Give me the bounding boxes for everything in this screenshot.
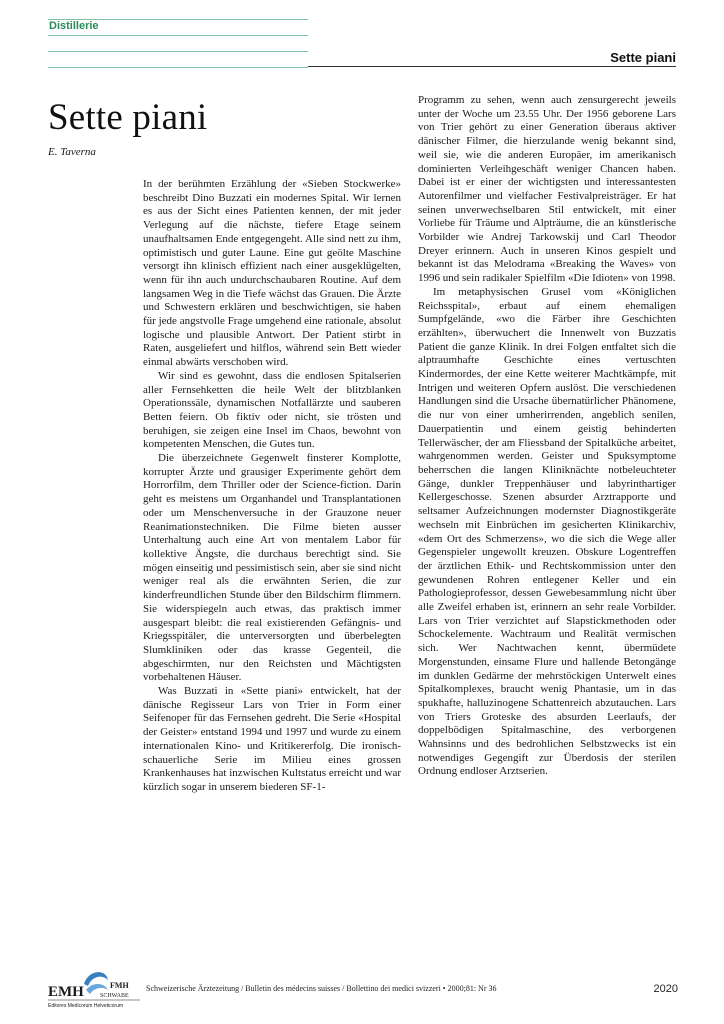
- section-label: Distillerie: [49, 20, 99, 32]
- right-column: [418, 94, 676, 779]
- page-number: 2020: [653, 983, 678, 995]
- svg-text:Editores Medicorum Helveticoru: Editores Medicorum Helveticorum: [48, 1003, 124, 1009]
- left-column: [143, 178, 401, 795]
- journal-line: Schweizerische Ärztezeitung / Bulletin des médecins suisses / Bollettino dei medici svizzeri • 2000;81: Nr 36: [146, 984, 497, 993]
- paragraph: In der berühmten Erzählung der «Sieben Stockwerke» beschreibt Dino Buzzati ein modernes Spital. Wir lernen es aus der Sicht eines Patienten kennen, der mit jeder Verlegung auf die nächste, tiefere Etage seinem unaufhaltsamen Ende entgegengeht. Alle sind nett zu ihm, optimistisch und guter Laune. Eine gut geölte Maschine versorgt ihn klinisch effizient nach einer ausgeklügelten, wenn für ihn auch undurchschaubaren Routine. Auf dem langsamen Weg in die Tiefe wächst das Grauen. Die Ärzte und Schwestern erklären und beschwichtigen, sie haben für jede angstvolle Frage umgehend eine rationale, absolut logische und plausible Antwort. Der Patient stirbt in Raten, ausgeliefert und hilflos, während sein Bett wieder einmal abwärts verschoben wird.: [143, 178, 401, 369]
- svg-text:SCHWABE: SCHWABE: [100, 993, 129, 999]
- emh-logo: [48, 964, 140, 1010]
- svg-text:EMH: EMH: [48, 984, 84, 1000]
- running-title: Sette piani: [610, 50, 676, 65]
- svg-text:FMH: FMH: [110, 981, 129, 990]
- article-title: Sette piani: [48, 97, 208, 138]
- paragraph: Im metaphysischen Grusel vom «Königlichen Reichsspital», erbaut auf einem ehemaligen Sumpfgelände, «wo die Färber ihre Geschichten erzählten», überwuchert die Innenwelt von Buzzatis Patient die ganze Klinik. In drei Folgen entfaltet sich die alptraumhafte Geschichte eines vertuschten Kindermordes, der eine Kette weiterer Machtkämpfe, mit Intrigen und weiteren Opfern auslöst. Die verschiedenen Handlungen sind die Ursache übernatürlicher Phänomene, die nur von einer umherirrenden, angeblich senilen, Dauerpatientin und einem geistig behinderten Tellerwäscher, der am Fliessband der Spitalküche arbeitet, wahrgenommen werden. Geister und Spuksymptome beherrschen die langen Kliniknächte notbeleuchteter Gänge, dunkler Treppenhäuser und labyrinthartiger Kellergeschosse. Szenen absurder Arztrapporte und seltsamer Aufzeichnungen modernster Diagnostikgeräte wechseln mit Einbrüchen im gesicherten Klinikarchiv, «dem Ort des Schmerzens», wo die sich die Wege aller Gegenspieler ungewollt kreuzen. Obskure Logentreffen der ärztlichen Ethik- und Rechtskommission unter den gewundenen Rohren entlegener Keller und ein Pathologieprofessor, dessen Gewebesammlung nicht über alle Zweifel erhaben ist, erinnern an sehr reale Vorbilder. Lars von Trier verzichtet auf Slapstickmethoden oder Schockelemente. Wachtraum und Realität vermischen sich. Wer Nachtwachen kennt, übermüdete Morgenstunden, einsame Flure und hallende Betongänge im dunklen Gedärme der mehrstöckigen Unterwelt eines Spitalkomplexes, braucht wenig Phantasie, um in das spukhafte, halluzinogene Schattenreich abzutauchen. Lars von Triers Groteske des absurden Leerlaufs, der doppelbödigen Spitalmaschine, des verborgenen Wahnsinns und des bedrohlichen Selbstzwecks ist ein notwendiges Gegengift zur Überdosis der sterilen Ordnung endloser Arztserien.: [418, 285, 676, 778]
- paragraph: Die überzeichnete Gegenwelt finsterer Komplotte, korrupter Ärzte und grausiger Experimente gehört dem Horrorfilm, dem Thriller oder der Science-fiction. Darin geht es meistens um Organhandel und Transplantationen oder um Menschenversuche in der Grauzone neuer Reanimationstechniken. Die Filme bieten ausser Unterhaltung auch eine Art von mentalem Labor für kollektive Ängste, die durchaus berechtigt sind. Sie mögen einseitig und pessimistisch sein, aber sie sind nicht weniger real als die erwähnten Serien, die zur kinderfreundlichen Stunde über den Bildschirm flimmern. Sie widerspiegeln auch etwas, das praktisch immer ausgespart bleibt: die real existierenden Gefängnis- und Kriegsspitäler, die unterversorgten und überbelegten Slumkliniken oder das krasse Gegenteil, die abgeschirmten, nur den Reichsten und Mächtigsten vorbehaltenen Häuser.: [143, 452, 401, 684]
- paragraph: Was Buzzati in «Sette piani» entwickelt, hat der dänische Regisseur Lars von Trier in Form einer Seifenoper für das Fernsehen gedreht. Die Serie «Hospital der Geister» entstand 1994 und 1997 und wurde zu einem internationalen Kino- und Kritikererfolg. Die ironisch-schauerliche Serie im Milieu eines grossen Krankenhauses hat inzwischen Kultstatus erreicht und war kürzlich sogar in unserem biederen SF-1-: [143, 685, 401, 793]
- article-author: E. Taverna: [48, 146, 96, 158]
- paragraph: Wir sind es gewohnt, dass die endlosen Spitalserien aller Fernsehketten die heile Welt der blitzblanken Operationssäle, dynamischen Notfallärzte und sauberen Betten feiern. Ob fiktiv oder nicht, sie trösten und beruhigen, sie zeigen eine Insel im Chaos, bewohnt von kompetenten Menschen, die Gutes tun.: [143, 369, 401, 451]
- paragraph: Programm zu sehen, wenn auch zensurgerecht jeweils unter der Woche um 23.55 Uhr. Der 1956 geborene Lars von Trier gehört zu einer Generation überaus aktiver dänischer Filmer, die hierzulande wenig bekannt sind, weil sie, wie die anderen Europäer, im amerikanisch dominierten Verleihgeschäft weniger Chancen haben. Dabei ist er einer der wichtigsten und interessantesten Autorenfilmer und vielfacher Festivalpreisträger. Er hat seinen unverwechselbaren Stil entwickelt, mit einer Vorliebe für Träume und Alpträume, die an künstlerische Vorbilder wie Andrej Tarkowskij und Carl Theodor Dreyer erinnern. Auch in unseren Kinos gespielt und bekannt ist das Melodrama «Breaking the Waves» von 1996 und sein radikaler Spielfilm «Die Idioten» von 1998.: [418, 94, 676, 285]
- header-rule: [308, 66, 676, 67]
- page-footer: [48, 964, 678, 1014]
